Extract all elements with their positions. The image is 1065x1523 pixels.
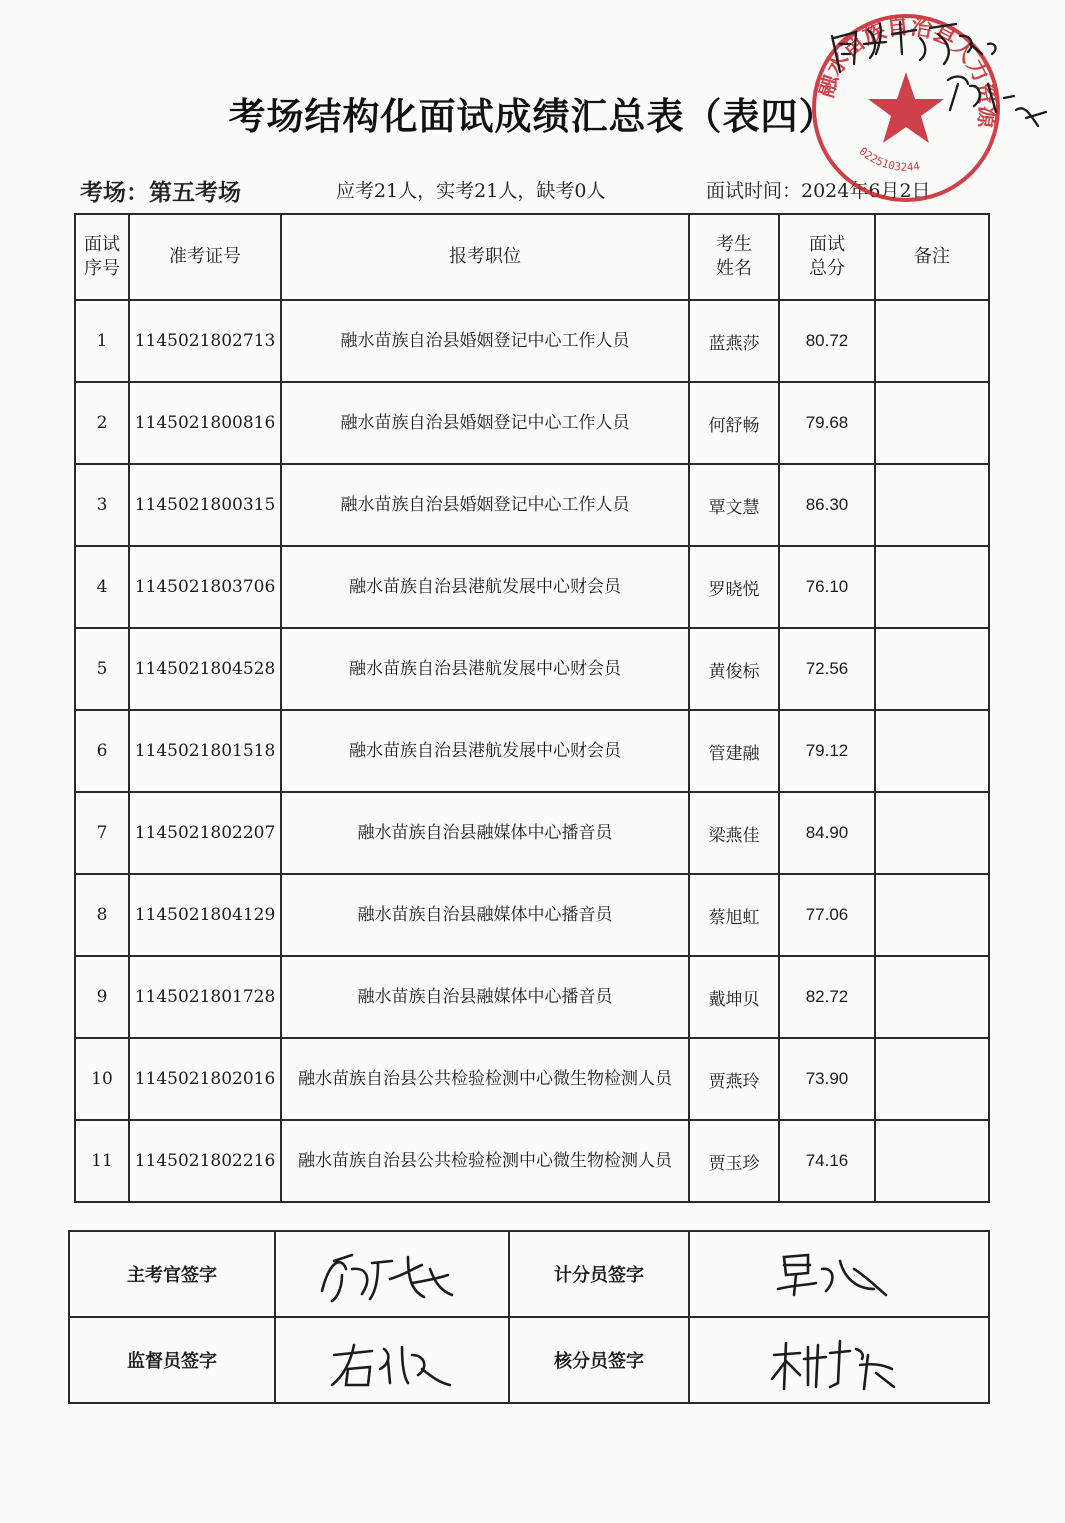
signature-row <box>69 1317 989 1403</box>
table-row <box>75 956 989 1038</box>
cell-seq: 3 <box>75 464 129 546</box>
supervisor-signature <box>275 1317 509 1403</box>
cell-seq: 10 <box>75 1038 129 1120</box>
col-header-ticket: 准考证号 <box>129 214 281 300</box>
cell-position: 融水苗族自治县港航发展中心财会员 <box>281 710 689 792</box>
table-row <box>75 464 989 546</box>
table-row <box>75 1120 989 1202</box>
cell-score: 79.12 <box>779 710 875 792</box>
chief-examiner-signature <box>275 1231 509 1317</box>
cell-position: 融水苗族自治县公共检验检测中心微生物检测人员 <box>281 1120 689 1202</box>
table-header-row <box>75 214 989 300</box>
cell-position: 融水苗族自治县婚姻登记中心工作人员 <box>281 382 689 464</box>
cell-ticket: 1145021804528 <box>129 628 281 710</box>
table-row <box>75 382 989 464</box>
table-row <box>75 300 989 382</box>
cell-remark <box>875 1120 989 1202</box>
cell-remark <box>875 956 989 1038</box>
scorer-label: 计分员签字 <box>509 1231 689 1317</box>
cell-position: 融水苗族自治县公共检验检测中心微生物检测人员 <box>281 1038 689 1120</box>
table-row <box>75 792 989 874</box>
cell-name: 何舒畅 <box>689 382 779 464</box>
cell-position: 融水苗族自治县港航发展中心财会员 <box>281 628 689 710</box>
cell-ticket: 1145021800816 <box>129 382 281 464</box>
attendance-counts: 应考21人，实考21人，缺考0人 <box>336 180 606 202</box>
cell-remark <box>875 382 989 464</box>
cell-name: 蔡旭虹 <box>689 874 779 956</box>
cell-score: 86.30 <box>779 464 875 546</box>
cell-position: 融水苗族自治县婚姻登记中心工作人员 <box>281 300 689 382</box>
cell-ticket: 1145021802016 <box>129 1038 281 1120</box>
cell-seq: 6 <box>75 710 129 792</box>
cell-name: 管建融 <box>689 710 779 792</box>
cell-score: 82.72 <box>779 956 875 1038</box>
cell-score: 77.06 <box>779 874 875 956</box>
cell-remark <box>875 300 989 382</box>
cell-remark <box>875 874 989 956</box>
cell-seq: 4 <box>75 546 129 628</box>
scorer-signature <box>689 1231 989 1317</box>
cell-seq: 9 <box>75 956 129 1038</box>
table-row <box>75 628 989 710</box>
cell-ticket: 1145021802207 <box>129 792 281 874</box>
cell-name: 黄俊标 <box>689 628 779 710</box>
cell-ticket: 1145021801728 <box>129 956 281 1038</box>
col-header-seq: 面试序号 <box>75 214 129 300</box>
cell-ticket: 1145021800315 <box>129 464 281 546</box>
cell-position: 融水苗族自治县融媒体中心播音员 <box>281 956 689 1038</box>
cell-remark <box>875 464 989 546</box>
cell-seq: 2 <box>75 382 129 464</box>
cell-ticket: 1145021804129 <box>129 874 281 956</box>
cell-name: 罗晓悦 <box>689 546 779 628</box>
cell-name: 戴坤贝 <box>689 956 779 1038</box>
col-header-score: 面试总分 <box>779 214 875 300</box>
exam-venue: 考场：第五考场 <box>80 180 241 206</box>
cell-seq: 11 <box>75 1120 129 1202</box>
cell-seq: 7 <box>75 792 129 874</box>
cell-position: 融水苗族自治县港航发展中心财会员 <box>281 546 689 628</box>
cell-score: 84.90 <box>779 792 875 874</box>
score-table <box>74 213 990 1203</box>
cell-remark <box>875 710 989 792</box>
cell-position: 融水苗族自治县婚姻登记中心工作人员 <box>281 464 689 546</box>
cell-score: 74.16 <box>779 1120 875 1202</box>
supervisor-label: 监督员签字 <box>69 1317 275 1403</box>
cell-position: 融水苗族自治县融媒体中心播音员 <box>281 874 689 956</box>
col-header-name: 考生姓名 <box>689 214 779 300</box>
cell-score: 79.68 <box>779 382 875 464</box>
table-row <box>75 874 989 956</box>
page-title: 考场结构化面试成绩汇总表（表四） <box>228 95 837 138</box>
cell-remark <box>875 792 989 874</box>
interview-date: 面试时间：2024年6月2日 <box>706 180 931 202</box>
seal-number: 0225103244 <box>856 144 921 174</box>
cell-seq: 5 <box>75 628 129 710</box>
cell-name: 贾燕玲 <box>689 1038 779 1120</box>
cell-ticket: 1145021802713 <box>129 300 281 382</box>
col-header-remark: 备注 <box>875 214 989 300</box>
signature-row <box>69 1231 989 1317</box>
verifier-signature <box>689 1317 989 1403</box>
cell-ticket: 1145021802216 <box>129 1120 281 1202</box>
cell-remark <box>875 1038 989 1120</box>
cell-name: 梁燕佳 <box>689 792 779 874</box>
cell-seq: 8 <box>75 874 129 956</box>
cell-ticket: 1145021803706 <box>129 546 281 628</box>
col-header-position: 报考职位 <box>281 214 689 300</box>
table-row <box>75 1038 989 1120</box>
handwritten-approval-note <box>820 14 1060 154</box>
signature-table <box>68 1230 990 1404</box>
cell-score: 80.72 <box>779 300 875 382</box>
table-row <box>75 710 989 792</box>
cell-position: 融水苗族自治县融媒体中心播音员 <box>281 792 689 874</box>
cell-name: 蓝燕莎 <box>689 300 779 382</box>
cell-score: 72.56 <box>779 628 875 710</box>
cell-remark <box>875 628 989 710</box>
chief-examiner-label: 主考官签字 <box>69 1231 275 1317</box>
cell-score: 73.90 <box>779 1038 875 1120</box>
cell-remark <box>875 546 989 628</box>
table-row <box>75 546 989 628</box>
cell-ticket: 1145021801518 <box>129 710 281 792</box>
cell-name: 贾玉珍 <box>689 1120 779 1202</box>
cell-seq: 1 <box>75 300 129 382</box>
cell-score: 76.10 <box>779 546 875 628</box>
verifier-label: 核分员签字 <box>509 1317 689 1403</box>
seal-text: 融水苗族自治县人力资源 <box>813 14 1000 130</box>
cell-name: 覃文慧 <box>689 464 779 546</box>
